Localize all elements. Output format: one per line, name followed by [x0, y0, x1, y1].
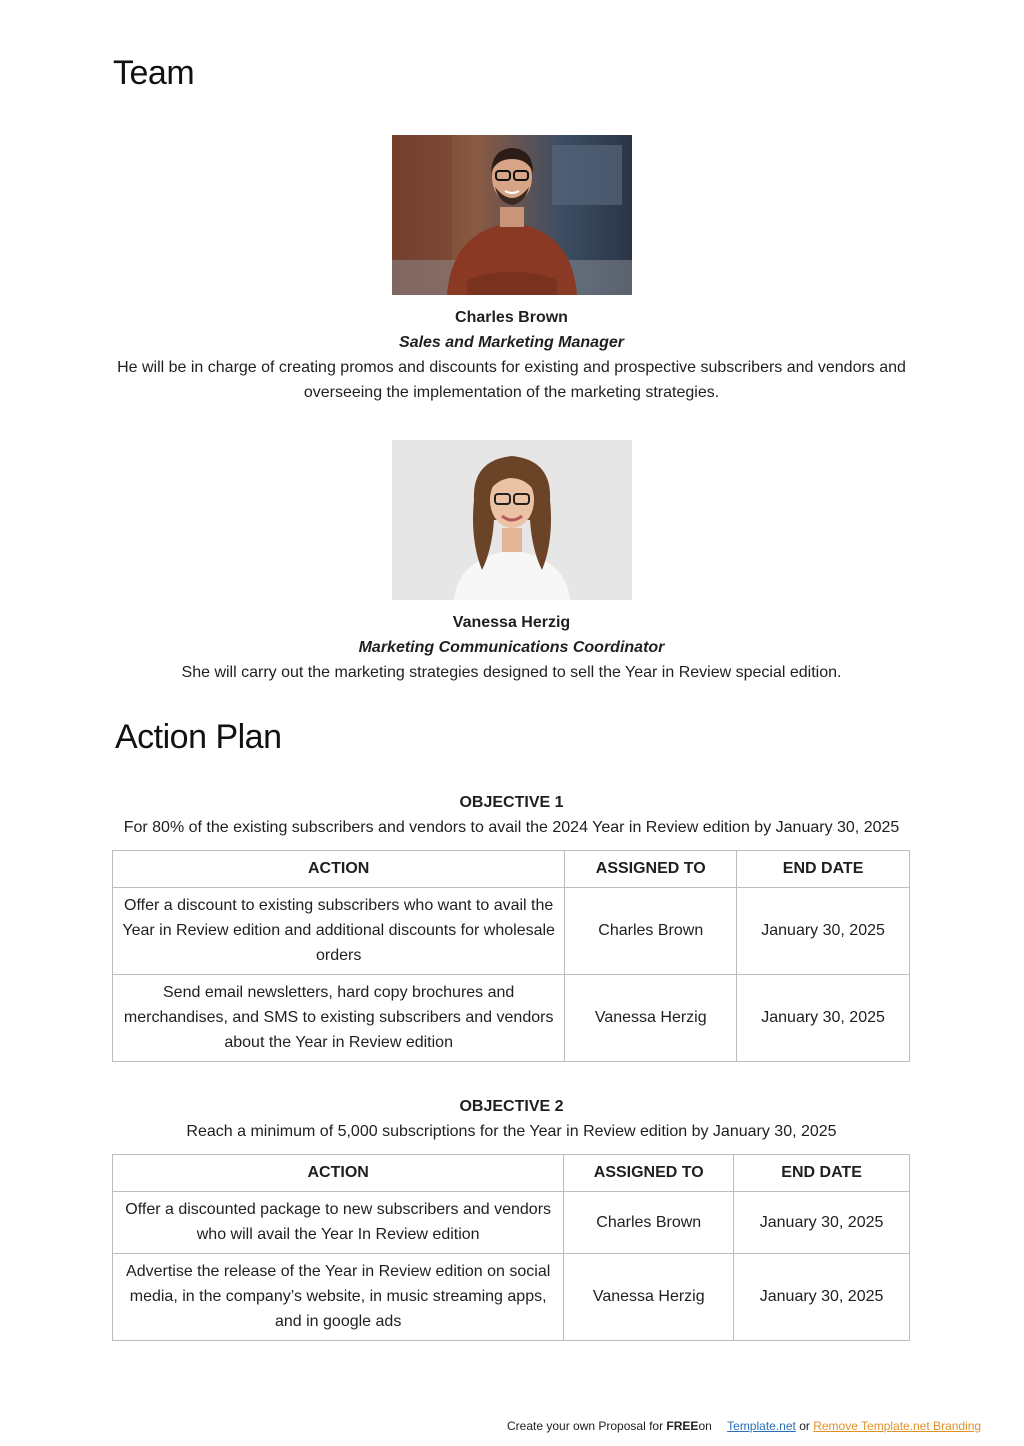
member-name: Charles Brown [455, 309, 568, 326]
assigned-cell: Vanessa Herzig [565, 975, 737, 1062]
member-role: Sales and Marketing Manager [399, 334, 624, 351]
end-date-cell: January 30, 2025 [737, 888, 910, 975]
end-date-cell: January 30, 2025 [734, 1192, 910, 1254]
remove-branding-link[interactable]: Remove Template.net Branding [813, 1419, 982, 1433]
footer-or: or [799, 1419, 810, 1433]
objective-2-table [112, 1154, 910, 1341]
objective-1 [113, 790, 910, 840]
assigned-cell: Charles Brown [564, 1192, 734, 1254]
team-member-vanessa [113, 440, 910, 685]
objective-title: OBJECTIVE 2 [459, 1098, 564, 1115]
footer-branding [507, 1419, 981, 1433]
action-cell: Advertise the release of the Year in Review edition on social media, in the company’s website, in music streaming apps, and in google ads [113, 1254, 564, 1341]
end-date-cell: January 30, 2025 [734, 1254, 910, 1341]
table-row [113, 975, 910, 1062]
action-plan-heading: Action Plan [115, 718, 282, 756]
footer-text: Create your own Proposal for [507, 1419, 667, 1433]
member-name: Vanessa Herzig [452, 614, 571, 631]
column-header-end-date: END DATE [737, 851, 910, 888]
table-row [113, 1254, 910, 1341]
action-cell: Offer a discount to existing subscribers who want to avail the Year in Review edition and additional discounts for wholesale orders [113, 888, 565, 975]
table-row [113, 1192, 910, 1254]
assigned-cell: Vanessa Herzig [564, 1254, 734, 1341]
column-header-action: ACTION [113, 851, 565, 888]
assigned-cell: Charles Brown [565, 888, 737, 975]
woman-portrait-photo-svg [392, 440, 632, 600]
table-header-row [113, 1155, 910, 1192]
objective-1-table [112, 850, 910, 1062]
table-header-row [113, 851, 910, 888]
woman-portrait-photo [392, 440, 632, 600]
footer-on: on [698, 1419, 712, 1433]
end-date-cell: January 30, 2025 [737, 975, 910, 1062]
column-header-assigned: ASSIGNED TO [565, 851, 737, 888]
action-cell: Offer a discounted package to new subscribers and vendors who will avail the Year In Review edition [113, 1192, 564, 1254]
objective-2 [113, 1094, 910, 1144]
objective-text: For 80% of the existing subscribers and vendors to avail the 2024 Year in Review edition by January 30, 2025 [123, 819, 900, 836]
man-portrait-photo [392, 135, 632, 295]
column-header-end-date: END DATE [734, 1155, 910, 1192]
column-header-assigned: ASSIGNED TO [564, 1155, 734, 1192]
member-description: She will carry out the marketing strategies designed to sell the Year in Review special edition. [181, 664, 842, 681]
team-heading: Team [113, 54, 195, 92]
table-row [113, 888, 910, 975]
man-portrait-photo-svg [392, 135, 632, 295]
objective-text: Reach a minimum of 5,000 subscriptions for the Year in Review edition by January 30, 2025 [186, 1123, 837, 1140]
column-header-action: ACTION [113, 1155, 564, 1192]
team-member-charles [113, 135, 910, 405]
member-description: He will be in charge of creating promos and discounts for existing and prospective subscribers and vendors and overseeing the implementation of the marketing strategies. [117, 359, 906, 401]
member-role: Marketing Communications Coordinator [358, 639, 665, 656]
objective-title: OBJECTIVE 1 [459, 794, 564, 811]
action-cell: Send email newsletters, hard copy brochures and merchandises, and SMS to existing subscribers and vendors about the Year in Review edition [113, 975, 565, 1062]
footer-free: FREE [666, 1419, 699, 1433]
template-net-link[interactable]: Template.net [727, 1419, 796, 1433]
